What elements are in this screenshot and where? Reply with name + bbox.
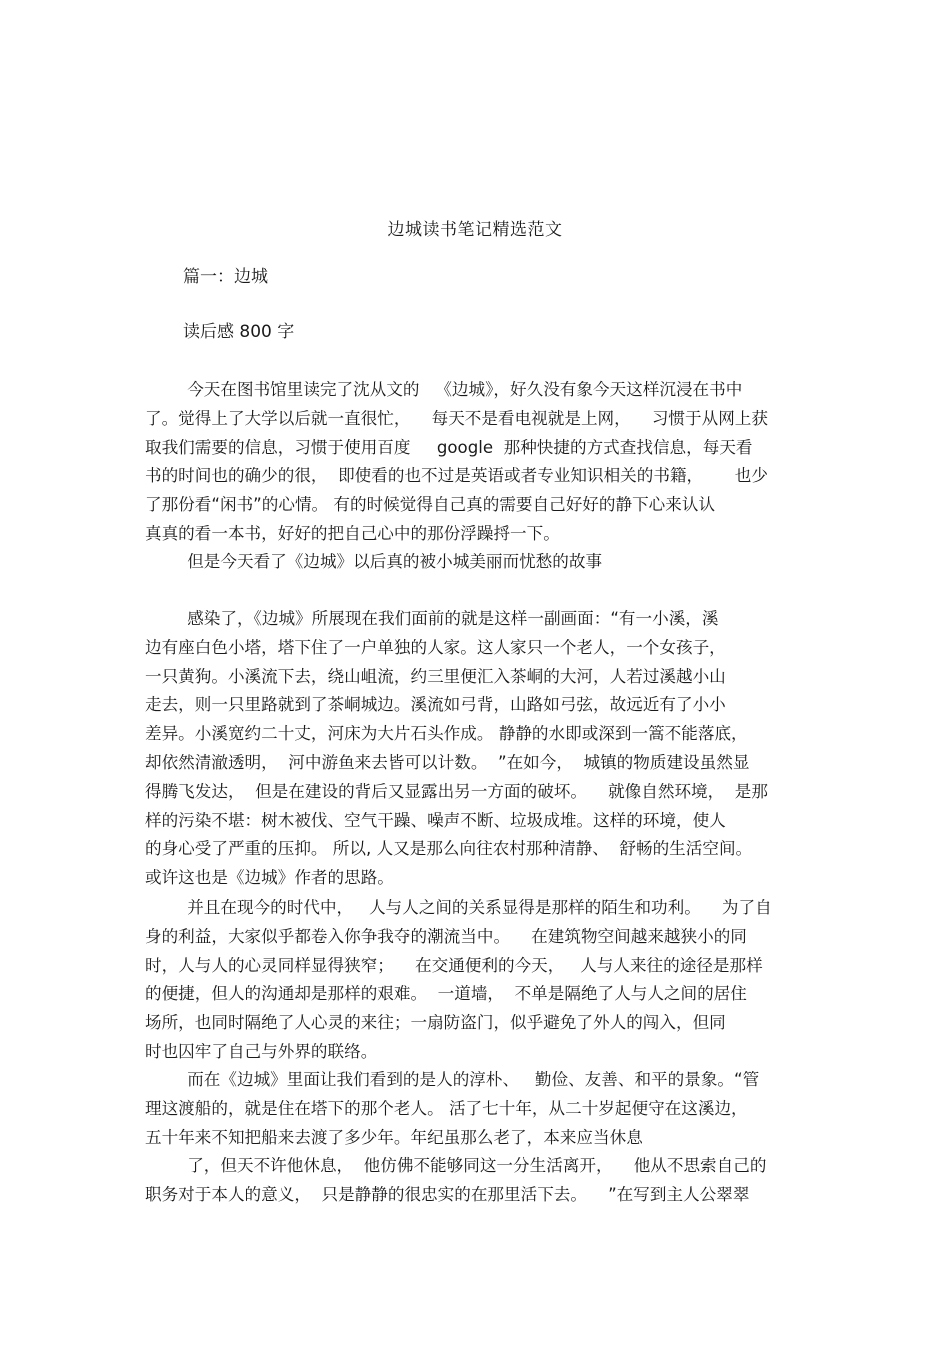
text-line: 今天在图书馆里读完了沈从文的 《边城》，好久没有象今天这样沉浸在书中 — [145, 380, 743, 399]
text-line: 边有座白色小塔，塔下住了一户单独的人家。这人家只一个老人，一个女孩子， — [145, 637, 726, 657]
text-line: 的便捷，但人的沟通却是那样的艰难。 一道墙， 不单是隔绝了人与人之间的居住 — [145, 984, 747, 1004]
text-line: 了。觉得上了大学以后就一直很忙， 每天不是看电视就是上网， 习惯于从网上获 — [145, 408, 768, 428]
section-heading: 篇一：边城 — [183, 267, 268, 287]
text-line: 差异。小溪宽约二十丈，河床为大片石头作成。 静静的水即或深到一篙不能落底， — [145, 724, 748, 744]
paragraph-3 — [145, 605, 815, 893]
paragraph-4 — [145, 894, 815, 1067]
text-line: 书的时间也的确少的很， 即使看的也不过是英语或者专业知识相关的书籍， 也少 — [145, 466, 768, 486]
text-line: 真真的看一本书，好好的把自己心中的那份浮躁捋一下。 — [145, 523, 560, 543]
text-line: 身的利益，大家似乎都卷入你争我夺的潮流当中。 在建筑物空间越来越狭小的同 — [145, 926, 747, 946]
text-line: 了，但天不许他休息， 他仿佛不能够同这一分生活离开， 他从不思索自己的 — [145, 1156, 767, 1175]
text-line: 取我们需要的信息，习惯于使用百度 google 那种快捷的方式查找信息，每天看 — [145, 437, 753, 457]
text-line: 得腾飞发达， 但是在建设的背后又显露出另一方面的破坏。 就像自然环境， 是那 — [145, 781, 768, 801]
text-line: 样的污染不堪：树木被伐、空气干躁、噪声不断、垃圾成堆。这样的环境，使人 — [145, 810, 726, 830]
text-line: 或许这也是《边城》作者的思路。 — [145, 868, 394, 888]
text-line: 了那份看“闲书”的心情。 有的时候觉得自己真的需要自己好好的静下心来认认 — [145, 495, 716, 515]
text-line: 的身心受了严重的压抑。 所以, 人又是那么向往农村那种清静、 舒畅的生活空间。 — [145, 839, 753, 859]
section-subheading: 读后感 800 字 — [183, 322, 295, 342]
text-line: 感染了，《边城》所展现在我们面前的就是这样一副画面：“有一小溪，溪 — [145, 609, 719, 628]
paragraph-1 — [145, 376, 815, 549]
paragraph-5 — [145, 1066, 815, 1152]
text-line: 理这渡船的，就是住在塔下的那个老人。 活了七十年，从二十岁起便守在这溪边， — [145, 1098, 748, 1118]
text-line: 五十年来不知把船来去渡了多少年。年纪虽那么老了，本来应当休息 — [145, 1127, 643, 1147]
text-line: 走去，则一只里路就到了茶峒城边。溪流如弓背，山路如弓弦，故远近有了小小 — [145, 695, 726, 715]
text-line: 并且在现今的时代中， 人与人之间的关系显得是那样的陌生和功利。 为了自 — [145, 898, 772, 917]
paragraph-2 — [145, 548, 815, 577]
text-line: 一只黄狗。小溪流下去，绕山岨流，约三里便汇入茶峒的大河，人若过溪越小山 — [145, 666, 726, 686]
text-line: 却依然清澈透明， 河中游鱼来去皆可以计数。 ”在如今， 城镇的物质建设虽然显 — [145, 752, 750, 772]
text-line: 但是今天看了《边城》以后真的被小城美丽而忧愁的故事 — [145, 552, 603, 571]
document-title: 边城读书笔记精选范文 — [387, 220, 563, 240]
text-line: 时，人与人的心灵同样显得狭窄； 在交通便利的今天， 人与人来往的途径是那样 — [145, 955, 763, 975]
text-line: 职务对于本人的意义， 只是静静的很忠实的在那里活下去。 ”在写到主人公翠翠 — [145, 1184, 750, 1204]
text-line: 场所，也同时隔绝了人心灵的来往；一扇防盗门，似乎避免了外人的闯入，但同 — [145, 1013, 726, 1033]
text-line: 时也囚牢了自己与外界的联络。 — [145, 1041, 378, 1061]
text-line: 而在《边城》里面让我们看到的是人的淳朴、 勤俭、友善、和平的景象。“管 — [145, 1070, 760, 1089]
paragraph-6 — [145, 1152, 815, 1210]
